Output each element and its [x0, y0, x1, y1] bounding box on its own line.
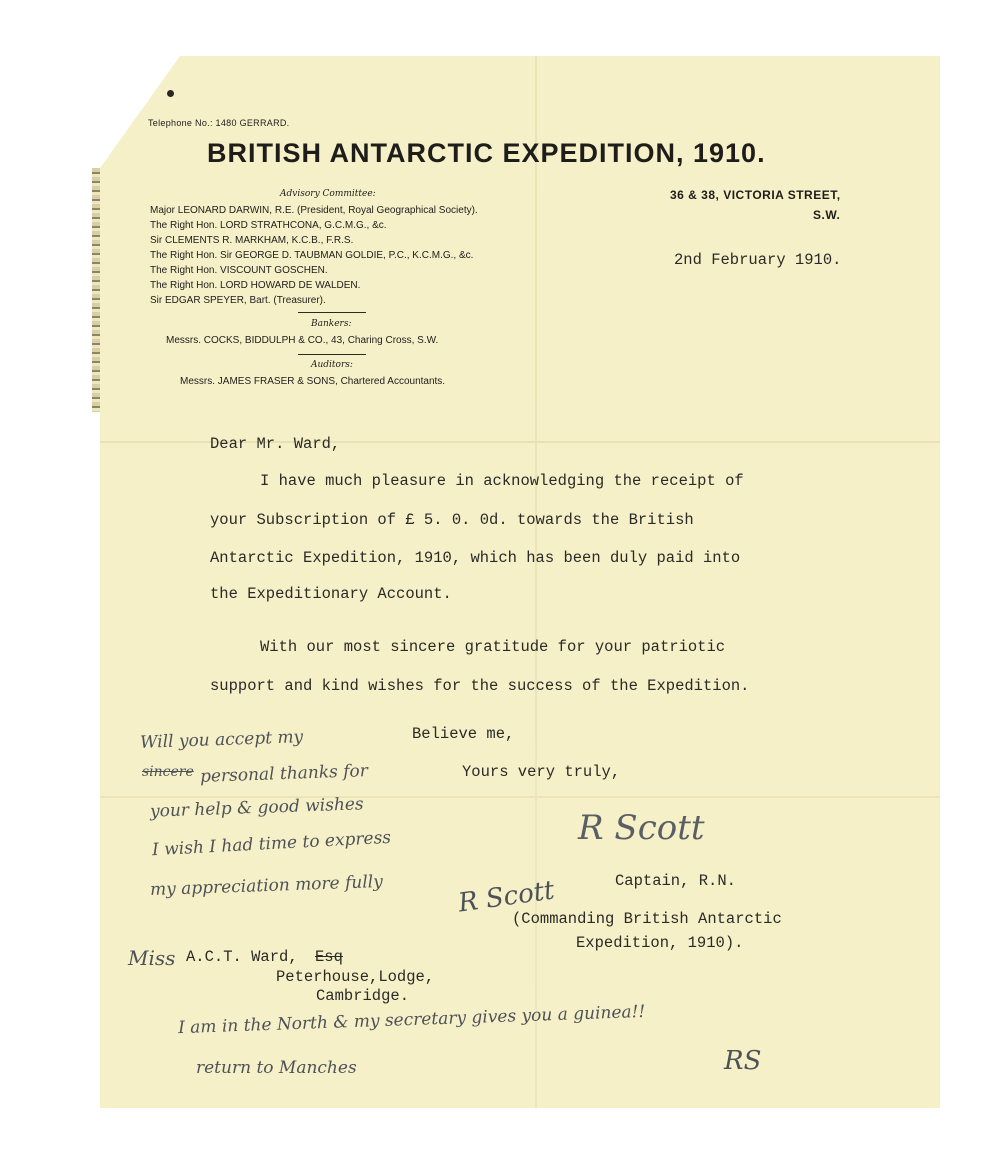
divider — [298, 312, 366, 313]
handwritten-note-line: I wish I had time to express — [151, 827, 392, 861]
believe-me: Believe me, — [412, 725, 515, 743]
vertical-fold-crease — [535, 56, 537, 1108]
bankers: Messrs. COCKS, BIDDULPH & CO., 43, Charing Cross, S.W. — [166, 335, 439, 346]
divider — [298, 354, 366, 355]
handwritten-struck-word: sincere — [142, 764, 194, 780]
recipient-struck: Esq — [315, 948, 343, 966]
letterhead-title: BRITISH ANTARCTIC EXPEDITION, 1910. — [207, 138, 766, 168]
yours-truly: Yours very truly, — [462, 763, 621, 781]
bankers-heading: Bankers: — [311, 319, 352, 329]
body-line: the Expeditionary Account. — [210, 585, 452, 603]
handwritten-note-line: personal thanks for — [199, 761, 369, 787]
punch-hole-mark — [167, 90, 174, 97]
body-line: your Subscription of £ 5. 0. 0d. towards the British — [210, 511, 694, 529]
command-line: Expedition, 1910). — [576, 934, 744, 952]
handwritten-note-line: my appreciation more fully — [149, 871, 384, 901]
advisory-member: The Right Hon. Sir GEORGE D. TAUBMAN GOLDIE, P.C., K.C.M.G., &c. — [150, 250, 474, 261]
address-street: 36 & 38, VICTORIA STREET, — [670, 188, 841, 202]
signature: R Scott — [578, 808, 705, 848]
advisory-heading: Advisory Committee: — [280, 189, 376, 199]
recipient-city: Cambridge. — [316, 987, 410, 1005]
advisory-member: Sir CLEMENTS R. MARKHAM, K.C.B., F.R.S. — [150, 235, 354, 246]
handwritten-miss: Miss — [128, 946, 176, 970]
handwritten-initials: RS — [724, 1046, 762, 1076]
captain-title: Captain, R.N. — [615, 872, 736, 890]
body-line: Antarctic Expedition, 1910, which has been duly paid into — [210, 549, 741, 567]
handwritten-footer-line: return to Manches — [196, 1058, 357, 1078]
handwritten-footer-line: I am in the North & my secretary gives you a guinea!! — [177, 1001, 646, 1039]
advisory-member: Sir EDGAR SPEYER, Bart. (Treasurer). — [150, 295, 326, 306]
command-line: (Commanding British Antarctic — [512, 910, 782, 928]
recipient-name: A.C.T. Ward, — [186, 948, 298, 966]
auditors: Messrs. JAMES FRASER & SONS, Chartered Accountants. — [180, 376, 446, 387]
advisory-member: The Right Hon. LORD STRATHCONA, G.C.M.G., &c. — [150, 220, 387, 231]
advisory-member: The Right Hon. VISCOUNT GOSCHEN. — [150, 265, 328, 276]
auditors-heading: Auditors: — [311, 360, 353, 370]
letter-date: 2nd February 1910. — [674, 251, 842, 269]
body-line: I have much pleasure in acknowledging the receipt of — [260, 472, 744, 490]
lower-fold-crease — [100, 796, 940, 798]
address-district: S.W. — [813, 208, 841, 222]
advisory-member: The Right Hon. LORD HOWARD DE WALDEN. — [150, 280, 361, 291]
salutation: Dear Mr. Ward, — [210, 435, 341, 453]
telephone-number: Telephone No.: 1480 GERRARD. — [148, 118, 290, 128]
handwritten-note-line: your help & good wishes — [149, 794, 364, 822]
advisory-member: Major LEONARD DARWIN, R.E. (President, Royal Geographical Society). — [150, 205, 478, 216]
closing-line: With our most sincere gratitude for your patriotic — [260, 638, 726, 656]
handwritten-signature: R Scott — [456, 875, 557, 919]
handwritten-note-line: Will you accept my — [139, 727, 304, 753]
recipient-address: Peterhouse,Lodge, — [276, 968, 435, 986]
closing-line: support and kind wishes for the success of the Expedition. — [210, 677, 750, 695]
